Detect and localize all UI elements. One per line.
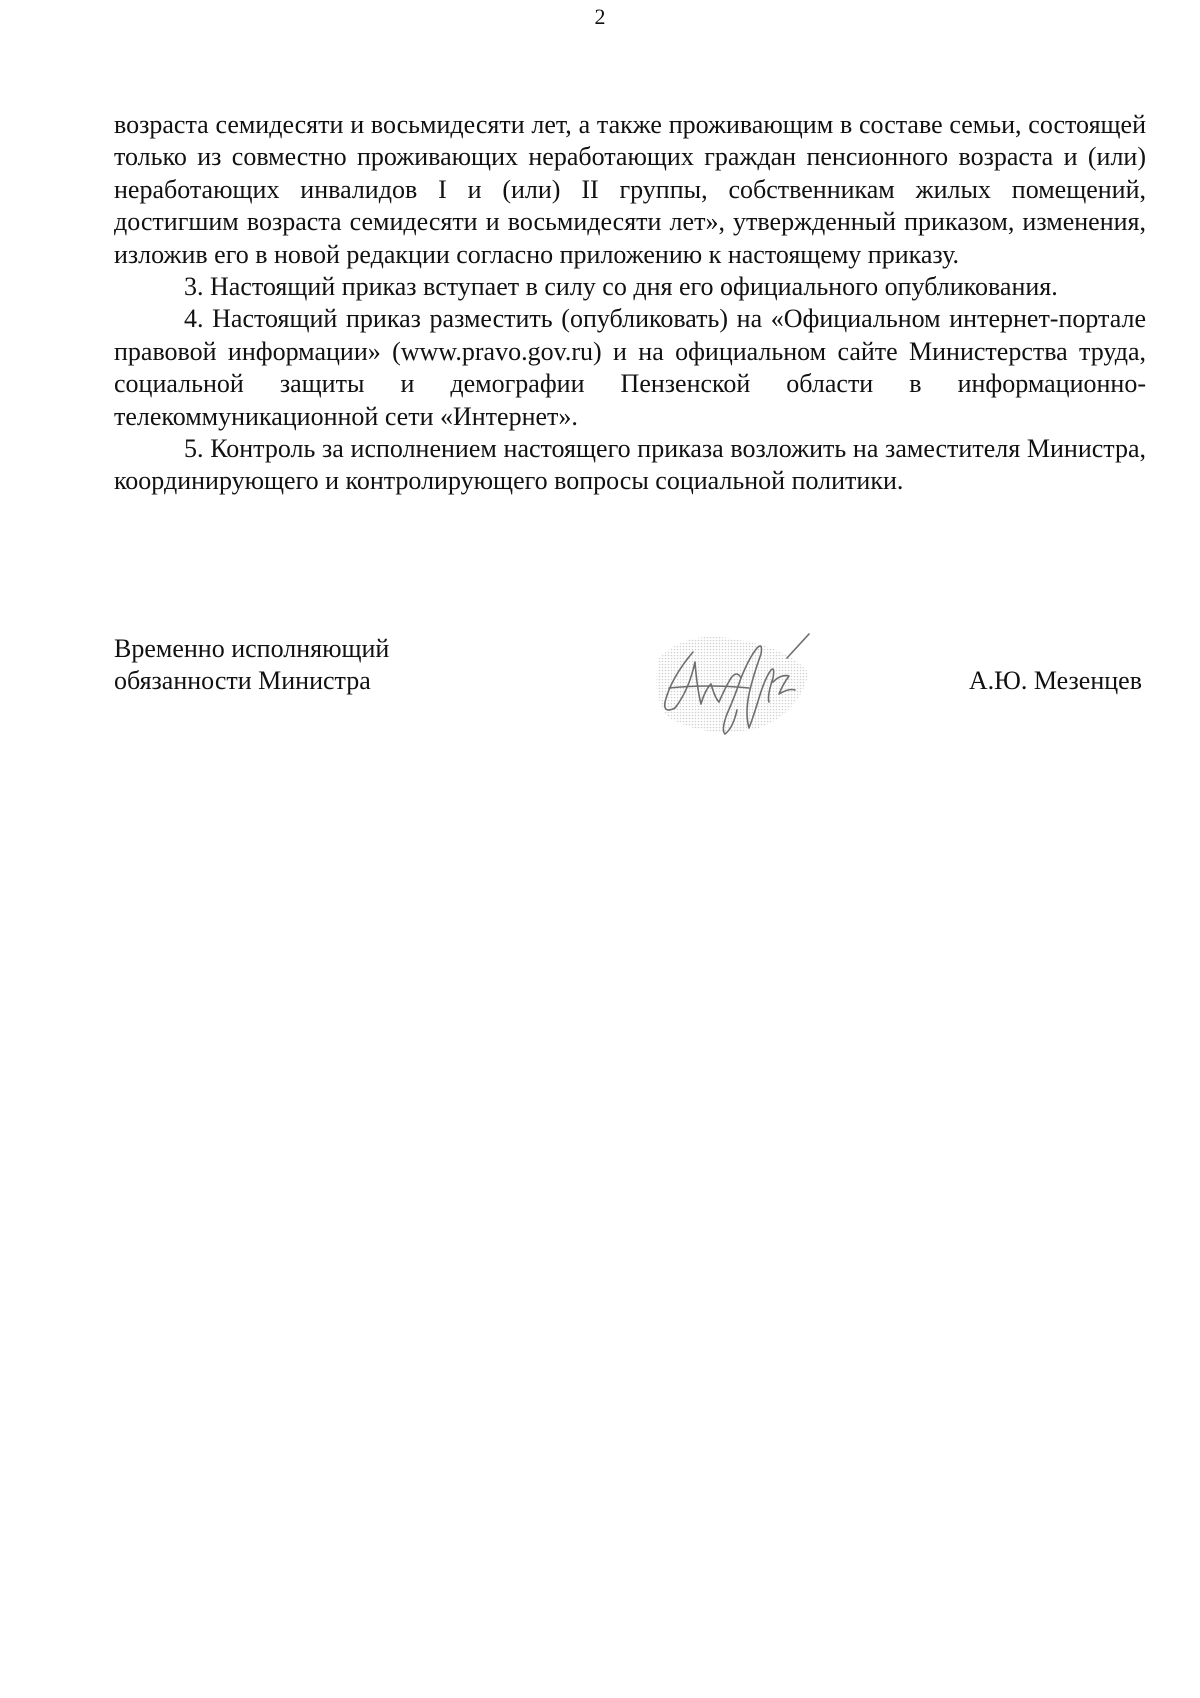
signer-position-line-2: обязанности Министра — [114, 666, 371, 695]
page-number: 2 — [594, 4, 606, 29]
handwritten-signature — [649, 618, 824, 746]
paragraph-4: 4. Настоящий приказ разместить (опубликовать) на «Официальном интернет-портале правовой информации» (www.pravo.gov.ru) и на официальном сайте Министерства труда, социальной защиты и демографии Пензенской области в информационно-телекоммуникационной сети «Интернет». — [114, 304, 1146, 431]
signer-name: А.Ю. Мезенцев — [968, 666, 1142, 695]
paragraph-5: 5. Контроль за исполнением настоящего приказа возложить на заместителя Министра, координирующего и контролирующего вопросы социальной политики. — [114, 434, 1146, 496]
signer-position — [114, 633, 389, 697]
paragraph-continuation: возраста семидесяти и восьмидесяти лет, а также проживающим в составе семьи, состоящей только из совместно проживающих неработающих граждан пенсионного возраста и (или) неработающих инвалидов I и (или) II группы, собственникам жилых помещений, достигшим возраста семидесяти и восьмидесяти лет», утвержденный приказом, изменения, изложив его в новой редакции согласно приложению к настоящему приказу. — [114, 110, 1146, 269]
signer-position-line-1: Временно исполняющий — [114, 634, 390, 663]
paragraph-3: 3. Настоящий приказ вступает в силу со дня его официального опубликования. — [184, 272, 1058, 302]
document-body — [114, 109, 1146, 498]
signature-block — [114, 633, 1146, 753]
